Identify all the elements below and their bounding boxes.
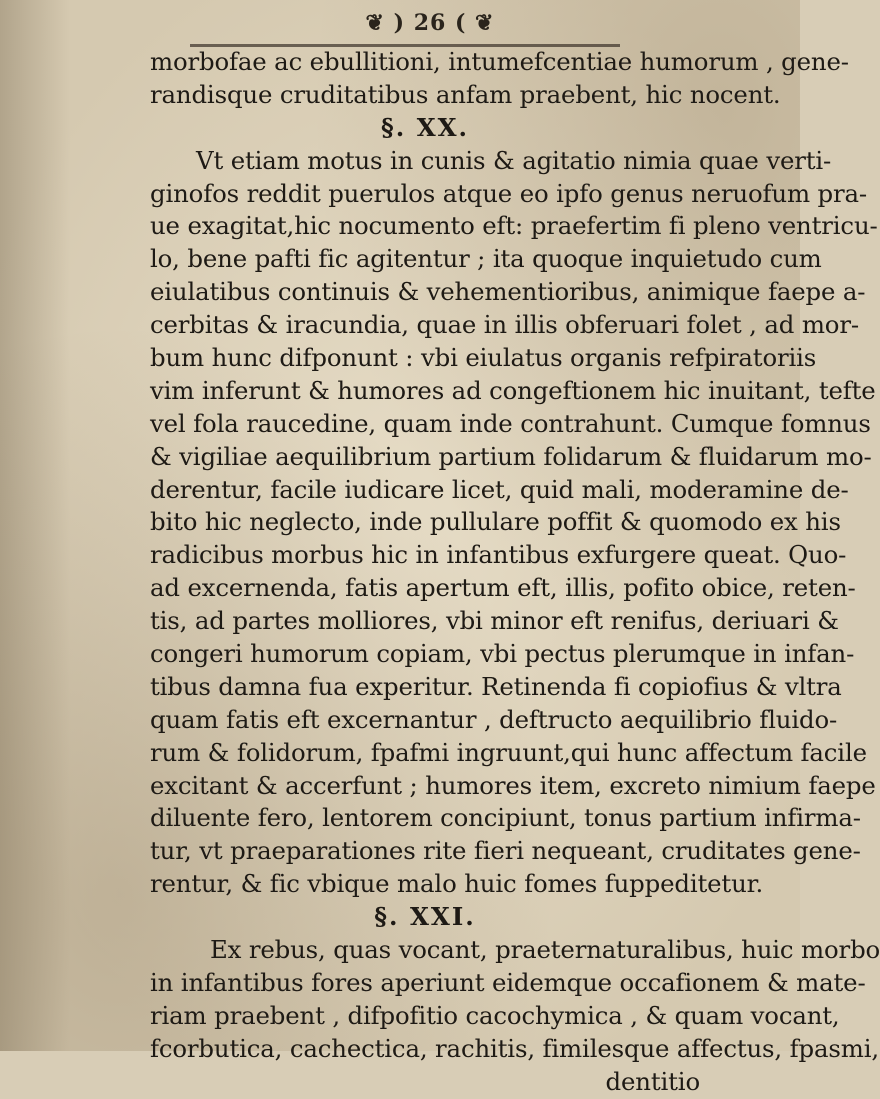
- text-line: rentur, & fic vbique malo huic fomes fuppeditetur.: [150, 869, 764, 899]
- text-line: tis, ad partes molliores, vbi minor eft renifus, deriuari &: [150, 606, 839, 636]
- gutter-shadow: [0, 0, 70, 1051]
- text-line: bito hic neglecto, inde pullulare poffit & quomodo ex his: [150, 507, 841, 537]
- text-line: randisque cruditatibus anfam praebent, hic nocent.: [150, 79, 781, 109]
- text-line: riam praebent , difpofitio cacochymica , & quam vocant,: [150, 1000, 840, 1030]
- text-line: lo, bene pafti fic agitentur ; ita quoque inquietudo cum: [150, 244, 822, 274]
- text-line: & vigiliae aequilibrium partium folidarum & fluidarum mo-: [150, 441, 872, 471]
- body-text: [150, 46, 880, 1099]
- text-line: in infantibus fores aperiunt eidemque occafionem & mate-: [150, 967, 866, 997]
- text-line: vim inferunt & humores ad congeftionem hic inuitant, tefte: [150, 375, 876, 405]
- text-line: ue exagitat,hic nocumento eft: praefertim fi pleno ventricu-: [150, 211, 878, 241]
- text-line: quam fatis eft excernantur , deftructo aequilibrio fluido-: [150, 704, 838, 734]
- running-head-text: ❦ ) 26 ( ❦: [365, 10, 495, 36]
- section-heading-xxi: §. XXI.: [374, 902, 476, 932]
- text-line: vel fola raucedine, quam inde contrahunt. Cumque fomnus: [150, 408, 871, 438]
- text-line: tur, vt praeparationes rite fieri nequeant, cruditates gene-: [150, 836, 861, 866]
- text-line: congeri humorum copiam, vbi pectus plerumque in infan-: [150, 639, 855, 669]
- text-line: eiulatibus continuis & vehementioribus, animique faepe a-: [150, 277, 866, 307]
- text-line: Vt etiam motus in cunis & agitatio nimia quae verti-: [196, 145, 832, 175]
- text-line: ginofos reddit puerulos atque eo ipfo genus neruofum pra-: [150, 178, 868, 208]
- text-line: bum hunc difponunt : vbi eiulatus organis refpiratoriis: [150, 343, 817, 373]
- text-line: fcorbutica, cachectica, rachitis, fimilesque affectus, fpasmi,: [150, 1033, 879, 1063]
- section-heading-xx: §. XX.: [380, 112, 470, 142]
- text-line: morbofae ac ebullitioni, intumefcentiae humorum , gene-: [150, 47, 849, 76]
- running-head: [0, 10, 800, 36]
- text-line: rum & folidorum, fpafmi ingruunt,qui hunc affectum facile: [150, 737, 867, 767]
- catchword: dentitio: [605, 1066, 700, 1096]
- text-line: ad excernenda, fatis apertum eft, illis, pofito obice, reten-: [150, 573, 856, 603]
- text-line: tibus damna fua experitur. Retinenda fi copiofius & vltra: [150, 671, 842, 701]
- text-line: derentur, facile iudicare licet, quid mali, moderamine de-: [150, 474, 849, 504]
- text-line: Ex rebus, quas vocant, praeternaturalibus, huic morbo: [210, 935, 880, 965]
- text-line: diluente fero, lentorem concipiunt, tonus partium infirma-: [150, 803, 861, 833]
- text-line: radicibus morbus hic in infantibus exfurgere queat. Quo-: [150, 540, 847, 570]
- text-line: cerbitas & iracundia, quae in illis obferuari folet , ad mor-: [150, 310, 859, 340]
- text-line: excitant & accerfunt ; humores item, excreto nimium faepe: [150, 770, 876, 800]
